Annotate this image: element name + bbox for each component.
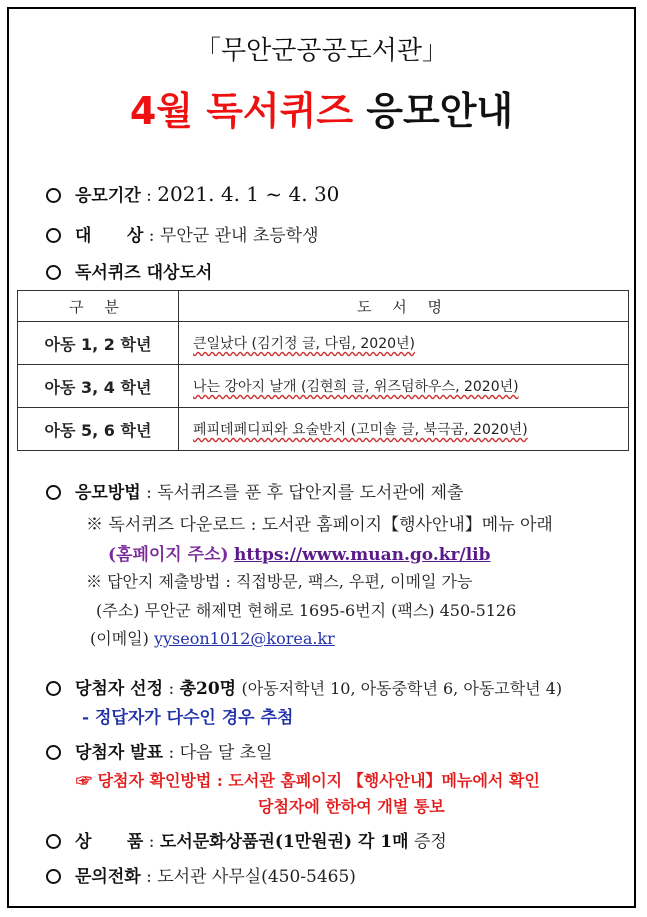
winners-announce-row (46, 738, 273, 763)
winners-select-detail: (아동저학년 10, 아동중학년 6, 아동고학년 4) (241, 679, 563, 698)
period-row (46, 181, 339, 206)
winners-select-sep: : (168, 679, 175, 699)
books-heading-row (46, 258, 212, 283)
circle-bullet-icon (46, 745, 61, 760)
homepage-row (108, 540, 491, 565)
winners-select-note: - 정답자가 다수인 경우 추첨 (82, 708, 294, 728)
contact-row (46, 862, 356, 887)
prize-suffix: 증정 (413, 832, 447, 852)
winners-method: ☞ 당첨자 확인방법 : 도서관 홈페이지 【행사안내】메뉴에서 확인 (76, 771, 540, 790)
table-row (18, 322, 629, 365)
target-row (46, 221, 319, 246)
grade-cell: 아동 1, 2 학년 (18, 322, 179, 365)
submit-note: ※ 답안지 제출방법 : 직접방문, 팩스, 우편, 이메일 가능 (86, 572, 473, 591)
period-label: 응모기간 (75, 186, 141, 206)
title-red: 4월 독서퀴즈 (129, 89, 354, 133)
method-value: 독서퀴즈를 푼 후 답안지를 도서관에 제출 (157, 483, 464, 503)
target-label: 대 상 (75, 226, 144, 246)
book-cell: 페피데페디피와 요술반지 (고미솔 글, 북극곰, 2020년) (179, 408, 629, 451)
winners-method2: 당첨자에 한하여 개별 통보 (258, 797, 445, 816)
circle-bullet-icon (46, 834, 61, 849)
period-value: 2021. 4. 1 ~ 4. 30 (157, 182, 340, 206)
circle-bullet-icon (46, 681, 61, 696)
title-black: 응모안내 (366, 89, 514, 133)
book-cell: 나는 강아지 날개 (김현희 글, 위즈덤하우스, 2020년) (179, 365, 629, 408)
table-row (18, 365, 629, 408)
prize-sep: : (148, 832, 155, 852)
table-header-grade: 구 분 (18, 291, 179, 322)
circle-bullet-icon (46, 485, 61, 500)
prize-value: 도서문화상품권(1만원권) 각 1매 (159, 832, 409, 852)
method-sep: : (146, 483, 152, 503)
target-sep: : (148, 226, 155, 246)
winners-announce-value: 다음 달 초일 (179, 743, 273, 763)
org-name: 「무안군공공도서관」 (195, 36, 448, 66)
books-table (17, 290, 629, 451)
book-cell: 큰일났다 (김기정 글, 다림, 2020년) (179, 322, 629, 365)
circle-bullet-icon (46, 188, 61, 203)
prize-label: 상 품 (75, 832, 144, 852)
winners-select-row (46, 674, 562, 699)
email-row (90, 626, 335, 649)
address-note: (주소) 무안군 해제면 현해로 1695-6번지 (팩스) 450-5126 (96, 601, 517, 620)
method-row (46, 478, 463, 503)
winners-announce-sep: : (168, 743, 175, 763)
period-sep: : (146, 186, 152, 206)
table-header-book: 도 서 명 (179, 291, 629, 322)
winners-select-value: 총20명 (179, 679, 237, 699)
books-heading: 독서퀴즈 대상도서 (75, 263, 213, 283)
email-label: (이메일) (90, 629, 149, 648)
winners-announce-label: 당첨자 발표 (75, 743, 164, 763)
homepage-link[interactable]: https://www.muan.go.kr/lib (233, 545, 491, 565)
prize-row (46, 827, 447, 852)
circle-bullet-icon (46, 265, 61, 280)
contact-label: 문의전화 (75, 867, 141, 887)
grade-cell: 아동 5, 6 학년 (18, 408, 179, 451)
target-value: 무안군 관내 초등학생 (159, 226, 319, 246)
circle-bullet-icon (46, 869, 61, 884)
winners-select-label: 당첨자 선정 (75, 679, 164, 699)
grade-cell: 아동 3, 4 학년 (18, 365, 179, 408)
circle-bullet-icon (46, 228, 61, 243)
page-title (0, 80, 643, 135)
download-note: ※ 독서퀴즈 다운로드 : 도서관 홈페이지【행사안내】메뉴 아래 (86, 515, 553, 535)
homepage-label: (홈페이지 주소) (108, 545, 229, 565)
contact-value: 도서관 사무실(450-5465) (157, 867, 356, 887)
email-link[interactable]: yyseon1012@korea.kr (153, 629, 335, 648)
method-label: 응모방법 (75, 483, 141, 503)
contact-sep: : (146, 867, 152, 887)
table-header-row (18, 291, 629, 322)
table-row (18, 408, 629, 451)
